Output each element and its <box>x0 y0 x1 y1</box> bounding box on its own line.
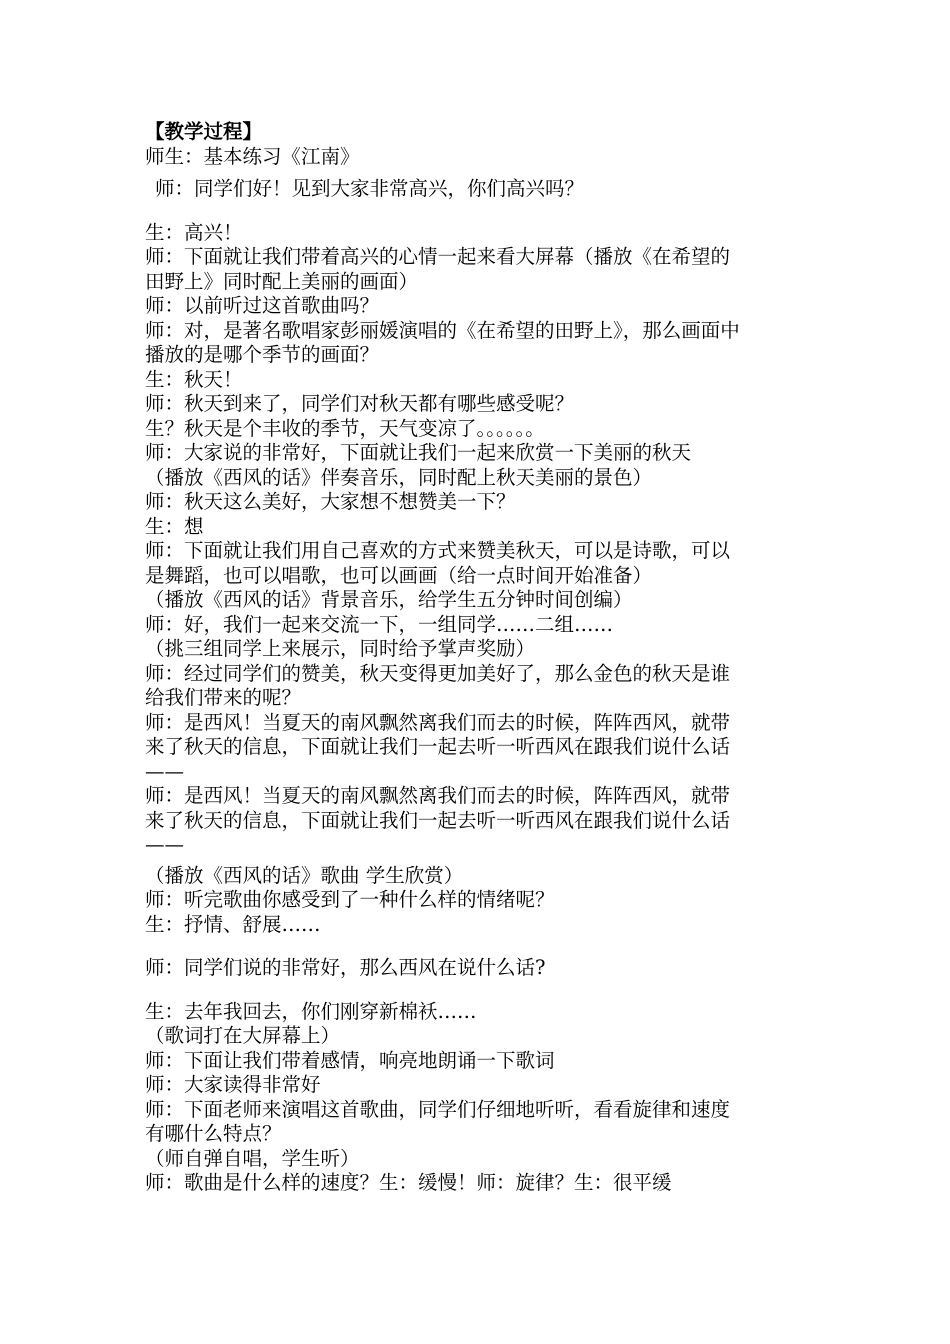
text-line: 师：秋天到来了，同学们对秋天都有哪些感受呢？ <box>145 392 575 415</box>
text-line: 生：想 <box>145 514 204 538</box>
text-line: 来了秋天的信息，下面就让我们一起去听一听西风在跟我们说什么话 <box>145 735 731 758</box>
text-line: 师：对，是著名歌唱家彭丽媛演唱的《在希望的田野上》，那么画面中 <box>145 318 740 342</box>
text-line: 师：同学们说的非常好，那么西风在说什么话? <box>145 956 546 979</box>
text-line: 师：是西风！当夏天的南风飘然离我们而去的时候，阵阵西风，就带 <box>145 784 731 807</box>
text-line: 师：下面老师来演唱这首歌曲，同学们仔细地听听，看看旋律和速度 <box>145 1097 731 1121</box>
text-line: 师：下面就让我们用自己喜欢的方式来赞美秋天，可以是诗歌，可以 <box>145 539 731 562</box>
text-line: 师：秋天这么美好，大家想不想赞美一下？ <box>145 490 516 513</box>
text-line: 是舞蹈，也可以唱歌，也可以画画（给一点时间开始准备） <box>145 563 653 587</box>
text-line: 生？秋天是个丰收的季节，天气变凉了。。。。。。 <box>145 416 545 440</box>
text-line: 师：经过同学们的赞美，秋天变得更加美好了，那么金色的秋天是谁 <box>145 661 731 685</box>
text-line: 师：大家读得非常好 <box>145 1073 321 1096</box>
text-line: （歌词打在大屏幕上） <box>145 1024 341 1047</box>
text-line: 生：抒情、舒展…… <box>145 912 321 936</box>
text-line: 师：大家说的非常好，下面就让我们一起来欣赏一下美丽的秋天 <box>145 441 692 464</box>
text-line: 生：高兴！ <box>145 220 243 244</box>
text-line: 有哪什么特点？ <box>145 1122 282 1145</box>
text-line: 师：好，我们一起来交流一下，一组同学……二组…… <box>145 612 614 636</box>
text-line: 师：同学们好！见到大家非常高兴，你们高兴吗？ <box>155 177 585 200</box>
text-line: —— <box>145 759 184 783</box>
text-line: （播放《西风的话》背景音乐，给学生五分钟时间创编） <box>145 588 633 611</box>
text-line: （师自弹自唱，学生听） <box>145 1146 360 1170</box>
text-line: （挑三组同学上来展示，同时给予掌声奖励） <box>145 637 536 660</box>
document-page <box>145 120 825 1196</box>
text-line: 田野上》同时配上美丽的画面） <box>145 269 419 293</box>
text-line: 师：以前听过这首歌曲吗？ <box>145 294 380 317</box>
text-line: 师：听完歌曲你感受到了一种什么样的情绪呢？ <box>145 888 555 911</box>
text-line: 来了秋天的信息，下面就让我们一起去听一听西风在跟我们说什么话 <box>145 808 731 832</box>
text-line: （播放《西风的话》伴奏音乐，同时配上秋天美丽的景色） <box>145 465 653 489</box>
text-line: 播放的是哪个季节的画面？ <box>145 343 380 366</box>
text-line: 生：秋天！ <box>145 367 243 391</box>
text-line: 师：是西风！当夏天的南风飘然离我们而去的时候，阵阵西风，就带 <box>145 710 731 734</box>
section-heading: 【教学过程】 <box>145 120 263 143</box>
text-line: 师：下面让我们带着感情，响亮地朗诵一下歌词 <box>145 1048 555 1072</box>
text-line: —— <box>145 833 184 856</box>
text-line: 师：下面就让我们带着高兴的心情一起来看大屏幕（播放《在希望的 <box>145 245 731 268</box>
text-line: 给我们带来的呢？ <box>145 686 302 709</box>
text-line: 师：歌曲是什么样的速度？生：缓慢！师：旋律？生：很平缓 <box>145 1171 672 1194</box>
text-line: 师生：基本练习《江南》 <box>145 144 360 168</box>
text-line: 生：去年我回去，你们刚穿新棉袄…… <box>145 999 477 1023</box>
text-line: （播放《西风的话》歌曲 学生欣赏） <box>145 863 464 887</box>
